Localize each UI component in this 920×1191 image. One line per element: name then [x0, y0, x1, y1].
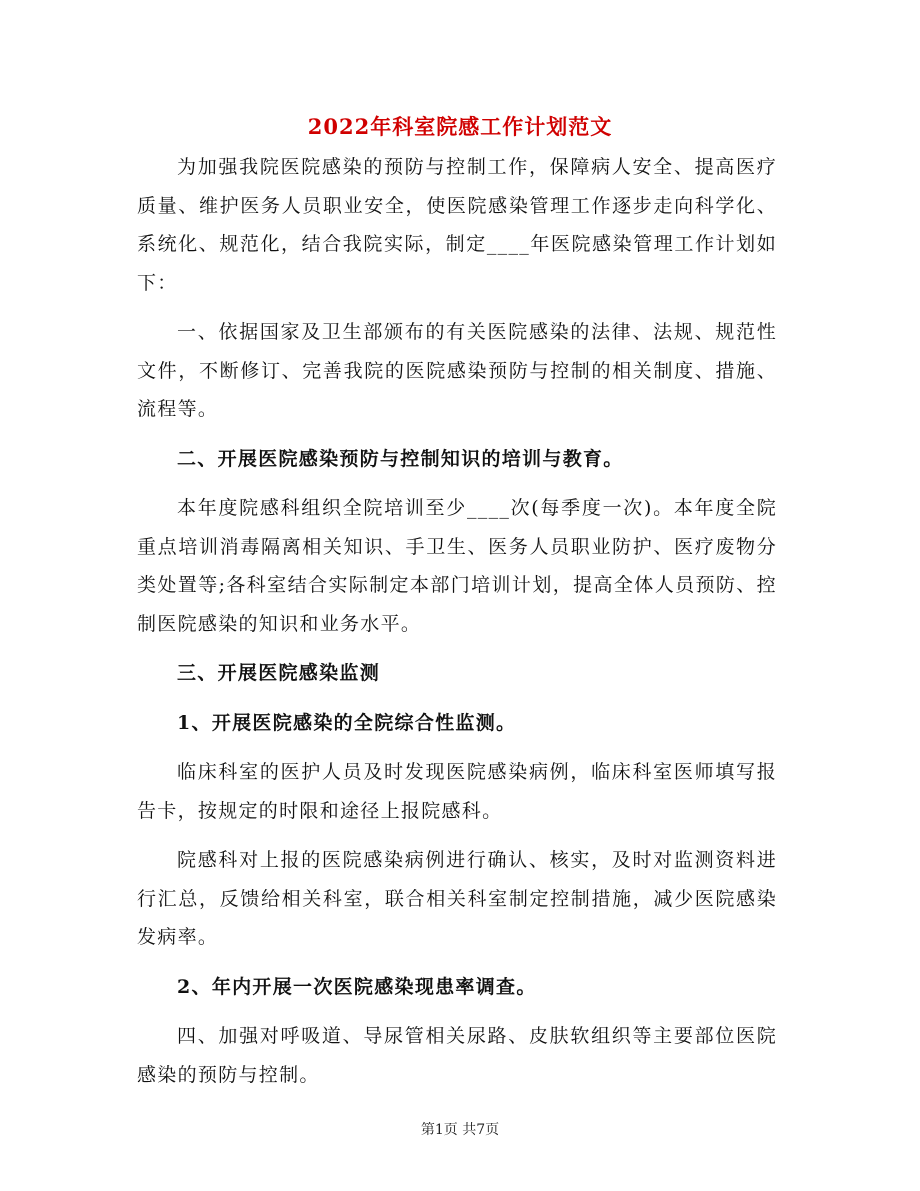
intro-paragraph: 为加强我院医院感染的预防与控制工作，保障病人安全、提高医疗质量、维护医务人员职业安全，使医院感染管理工作逐步走向科学化、系统化、规范化，结合我院实际，制定____年医院感染管理工作计划如下：: [137, 156, 777, 294]
section-four-paragraph: 四、加强对呼吸道、导尿管相关尿路、皮肤软组织等主要部位医院感染的预防与控制。: [137, 1025, 777, 1086]
section-three-heading: 三、开展医院感染监测: [177, 662, 381, 684]
verification-paragraph: 院感科对上报的医院感染病例进行确认、核实，及时对监测资料进行汇总，反馈给相关科室，联合相关科室制定控制措施，减少医院感染发病率。: [137, 849, 777, 948]
clinical-report-paragraph: 临床科室的医护人员及时发现医院感染病例，临床科室医师填写报告卡，按规定的时限和途径上报院感科。: [137, 761, 777, 822]
section-one-paragraph: 一、依据国家及卫生部颁布的有关医院感染的法律、法规、规范性文件，不断修订、完善我院的医院感染预防与控制的相关制度、措施、流程等。: [137, 321, 777, 420]
page-number-footer: 第1页 共7页: [420, 1122, 500, 1138]
subsection-one-heading: 1、开展医院感染的全院综合性监测。: [177, 711, 517, 734]
training-paragraph: 本年度院感科组织全院培训至少____次(每季度一次)。本年度全院重点培训消毒隔离相关知识、手卫生、医务人员职业防护、医疗废物分类处置等;各科室结合实际制定本部门培训计划，提高全体人员预防、控制医院感染的知识和业务水平。: [137, 497, 777, 635]
document-body: [137, 148, 777, 1094]
section-two-heading: 二、开展医院感染预防与控制知识的培训与教育。: [177, 447, 624, 470]
subsection-two-heading: 2、年内开展一次医院感染现患率调查。: [177, 975, 537, 998]
document-title: 2022年科室院感工作计划范文: [307, 114, 613, 139]
